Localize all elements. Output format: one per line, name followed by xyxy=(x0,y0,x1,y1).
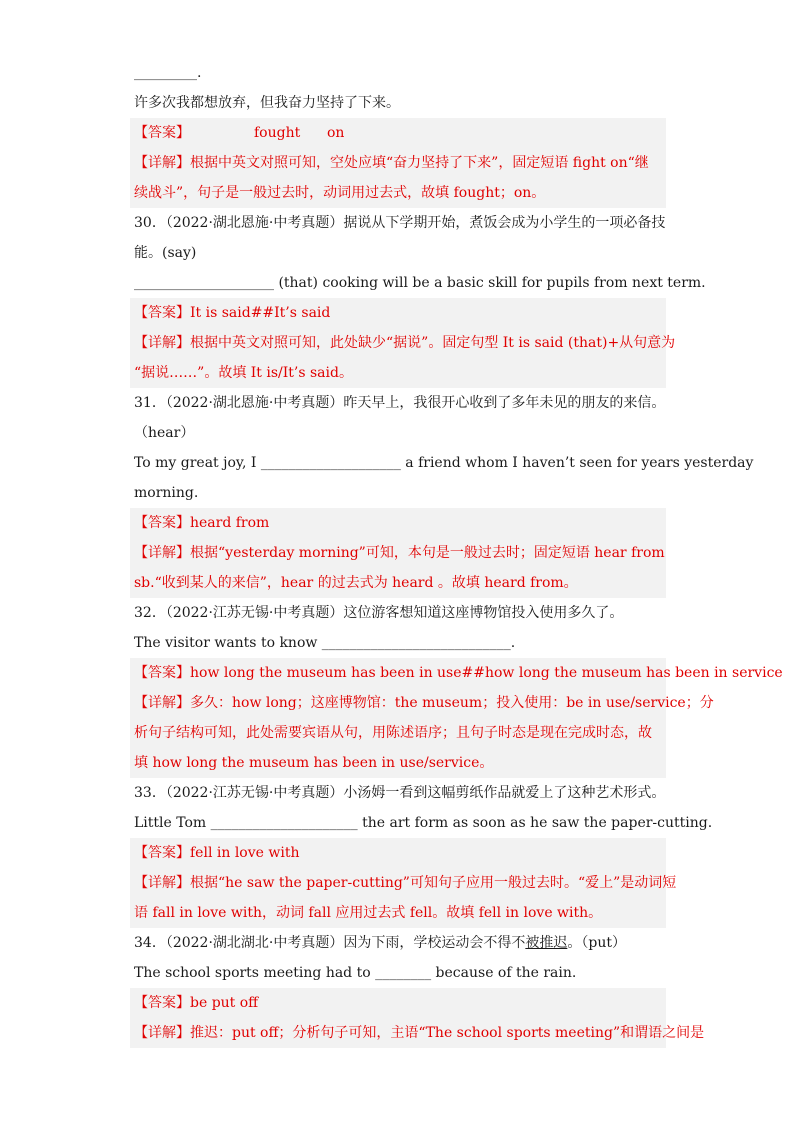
q29-detail-line-1: 【详解】根据中英文对照可知，空处应填“奋力坚持了下来”，固定短语 fight on“继 xyxy=(134,155,649,171)
q31-answer: 【答案】heard from xyxy=(134,515,270,531)
q31-detail-line-2: sb.“收到某人的来信”，hear 的过去式为 heard 。故填 heard from。 xyxy=(134,575,578,591)
q33-answer-box xyxy=(130,838,677,928)
q30-number: 30． xyxy=(134,215,166,231)
detail-tag: 【详解】 xyxy=(134,875,190,891)
q34-detail-line-1: 【详解】推迟：put off；分析句子可知，主语“The school sports meeting”和谓语之间是 xyxy=(134,1025,705,1041)
q29-answer-a: fought xyxy=(254,125,301,141)
q30-detail-line-1: 【详解】根据中英文对照可知，此处缺少“据说”。固定句型 It is said (that)+从句意为 xyxy=(134,335,676,351)
q29-detail-line-2: 续战斗”，句子是一般过去时，动词用过去式，故填 fought；on。 xyxy=(134,185,546,201)
q29-answer-b: on xyxy=(326,125,345,141)
q29-stem-end: _________. xyxy=(134,65,202,81)
q33-detail-line-2: 语 fall in love with，动词 fall 应用过去式 fell。故填 fell in love with。 xyxy=(134,905,603,921)
q34-chinese-prompt: 34．（2022·湖北湖北·中考真题）因为下雨，学校运动会不得不被推迟。（put） xyxy=(134,935,626,951)
q31-chinese-prompt-1: 31．（2022·湖北恩施·中考真题）昨天早上，我很开心收到了多年未见的朋友的来信。 xyxy=(134,395,666,411)
q30-answer-box xyxy=(130,298,676,388)
q29-answer xyxy=(134,118,662,148)
answer-tag: 【答案】 xyxy=(134,665,190,681)
q31-english-sentence-2: morning. xyxy=(134,485,199,501)
q32-chinese-prompt: 32．（2022·江苏无锡·中考真题）这位游客想知道这座博物馆投入使用多久了。 xyxy=(134,605,624,621)
q34-answer-box xyxy=(130,988,705,1048)
q34-underlined-phrase: 被推迟 xyxy=(525,935,568,951)
detail-tag: 【详解】 xyxy=(134,155,190,171)
q33-chinese-prompt: 33．（2022·江苏无锡·中考真题）小汤姆一看到这幅剪纸作品就爱上了这种艺术形式。 xyxy=(134,785,666,801)
detail-tag: 【详解】 xyxy=(134,545,190,561)
q32-english-sentence: The visitor wants to know ___________________________. xyxy=(134,635,516,651)
q30-chinese-prompt-2: 能。(say) xyxy=(134,245,197,261)
answer-tag: 【答案】 xyxy=(134,305,190,321)
answer-tag: 【答案】 xyxy=(134,995,190,1011)
exercise-page xyxy=(134,58,783,1048)
q32-answer-box xyxy=(130,658,783,778)
q29-chinese-prompt: 许多次我都想放弃，但我奋力坚持了下来。 xyxy=(134,95,400,111)
q29-answer-box xyxy=(130,118,666,208)
q33-english-sentence: Little Tom _____________________ the art form as soon as he saw the paper-cutting. xyxy=(134,815,713,831)
q34-english-sentence: The school sports meeting had to ________ because of the rain. xyxy=(134,965,577,981)
answer-tag: 【答案】 xyxy=(134,845,190,861)
q34-number: 34． xyxy=(134,935,166,951)
q31-chinese-prompt-2: （hear） xyxy=(134,425,195,441)
q32-answer: 【答案】how long the museum has been in use##how long the museum has been in service xyxy=(134,665,783,681)
q32-detail-line-2: 析句子结构可知，此处需要宾语从句，用陈述语序；且句子时态是现在完成时态，故 xyxy=(134,725,652,741)
q30-detail-line-2: “据说……”。故填 It is/It’s said。 xyxy=(134,365,353,381)
q34-answer: 【答案】be put off xyxy=(134,995,259,1011)
q32-detail-line-3: 填 how long the museum has been in use/service。 xyxy=(134,755,494,771)
detail-tag: 【详解】 xyxy=(134,335,190,351)
q30-answer: 【答案】It is said##It’s said xyxy=(134,305,331,321)
q31-detail-line-1: 【详解】根据“yesterday morning”可知，本句是一般过去时；固定短语 hear from xyxy=(134,545,665,561)
q31-number: 31． xyxy=(134,395,166,411)
answer-tag: 【答案】 xyxy=(134,515,190,531)
detail-tag: 【详解】 xyxy=(134,695,190,711)
q31-answer-box xyxy=(130,508,666,598)
q33-number: 33． xyxy=(134,785,166,801)
q33-answer: 【答案】fell in love with xyxy=(134,845,300,861)
q32-detail-line-1: 【详解】多久：how long；这座博物馆：the museum；投入使用：be in use/service；分 xyxy=(134,695,714,711)
answer-tag: 【答案】 xyxy=(134,125,190,141)
q31-english-sentence-1: To my great joy, I ____________________ a friend whom I haven’t seen for years yesterday xyxy=(134,455,754,471)
q30-chinese-prompt-1: 30．（2022·湖北恩施·中考真题）据说从下学期开始，煮饭会成为小学生的一项必备技 xyxy=(134,215,666,231)
q32-number: 32． xyxy=(134,605,166,621)
q33-detail-line-1: 【详解】根据“he saw the paper-cutting”可知句子应用一般过去时。“爱上”是动词短 xyxy=(134,875,677,891)
q30-english-sentence: ____________________ (that) cooking will be a basic skill for pupils from next term. xyxy=(134,275,706,291)
detail-tag: 【详解】 xyxy=(134,1025,190,1041)
